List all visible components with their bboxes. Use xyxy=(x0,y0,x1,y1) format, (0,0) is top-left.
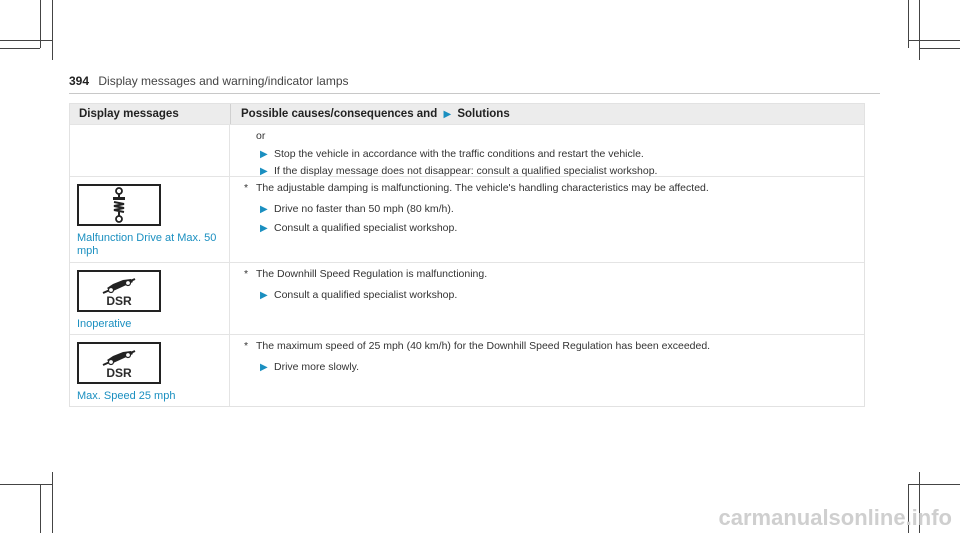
crop-mark xyxy=(40,484,41,533)
solution-step xyxy=(242,203,864,216)
table-row xyxy=(70,176,864,262)
arrow-icon: ▶ xyxy=(260,204,268,215)
solution-step xyxy=(242,289,864,302)
step-text: Drive more slowly. xyxy=(274,361,359,373)
table-row xyxy=(70,124,864,176)
cause-text-block xyxy=(242,340,864,353)
message-cell xyxy=(70,335,230,406)
table-header xyxy=(70,104,864,124)
step-text: Consult a qualified specialist workshop. xyxy=(274,222,458,234)
crop-mark xyxy=(0,40,52,41)
step-text: If the display message does not disappear: consult a qualified specialist workshop. xyxy=(274,165,658,177)
crop-mark xyxy=(908,484,960,485)
header-rule xyxy=(69,93,880,94)
crop-mark xyxy=(0,48,40,49)
crop-mark xyxy=(908,40,960,41)
message-cell xyxy=(70,263,230,334)
arrow-icon: ▶ xyxy=(260,290,268,301)
arrow-icon: ▶ xyxy=(260,223,268,234)
solution-step xyxy=(242,222,864,235)
solution-cell xyxy=(230,125,864,176)
step-text: Stop the vehicle in accordance with the traffic conditions and restart the vehicle. xyxy=(274,148,644,160)
table-row xyxy=(70,262,864,334)
display-message: Inoperative xyxy=(77,318,132,330)
solution-step xyxy=(242,361,864,374)
step-text: Drive no faster than 50 mph (80 km/h). xyxy=(274,203,454,215)
table-row xyxy=(70,334,864,406)
watermark: carmanualsonline.info xyxy=(718,505,952,530)
display-message: Max. Speed 25 mph xyxy=(77,390,176,402)
step-text: Consult a qualified specialist workshop. xyxy=(274,289,458,301)
page-number: 394 xyxy=(69,74,90,88)
col-header-causes-text: Possible causes/consequences and xyxy=(241,108,438,120)
cause-text-block xyxy=(242,182,864,195)
asterisk-symbol: * xyxy=(244,340,249,352)
dsr-icon xyxy=(77,342,161,384)
dsr-label: DSR xyxy=(106,366,132,380)
message-cell xyxy=(70,177,230,262)
arrow-icon: ▶ xyxy=(260,166,268,177)
solution-cell xyxy=(230,177,864,262)
page-header xyxy=(69,74,349,88)
solution-cell xyxy=(230,335,864,406)
col-header-solutions: Solutions xyxy=(457,108,510,120)
messages-table xyxy=(69,103,865,407)
col-header-causes xyxy=(230,104,864,124)
arrow-icon: ▶ xyxy=(260,149,268,160)
display-message: Malfunction Drive at Max. 50 mph xyxy=(77,232,217,257)
solution-step xyxy=(242,165,864,178)
page-title: Display messages and warning/indicator lamps xyxy=(98,74,349,88)
dsr-icon xyxy=(77,270,161,312)
arrow-icon: ▶ xyxy=(260,362,268,373)
crop-mark xyxy=(919,48,960,49)
asterisk-symbol: * xyxy=(244,182,249,194)
asterisk-symbol: * xyxy=(244,268,249,280)
crop-mark xyxy=(52,0,53,60)
dsr-label: DSR xyxy=(106,294,132,308)
or-text: or xyxy=(256,130,266,142)
cause-text: The maximum speed of 25 mph (40 km/h) for the Downhill Speed Regulation has been exceeded. xyxy=(256,340,711,352)
arrow-icon: ▶ xyxy=(443,109,452,120)
col-header-messages: Display messages xyxy=(79,108,179,120)
cause-text: The Downhill Speed Regulation is malfunctioning. xyxy=(256,268,488,280)
solution-step xyxy=(242,148,864,161)
solution-cell xyxy=(230,263,864,334)
suspension-icon xyxy=(77,184,161,226)
message-cell xyxy=(70,125,230,176)
crop-mark xyxy=(52,472,53,533)
crop-mark xyxy=(0,484,52,485)
cause-text-block xyxy=(242,268,864,281)
cause-text: The adjustable damping is malfunctioning. The vehicle's handling characteristics may be affected. xyxy=(256,182,709,194)
crop-mark xyxy=(919,0,920,60)
